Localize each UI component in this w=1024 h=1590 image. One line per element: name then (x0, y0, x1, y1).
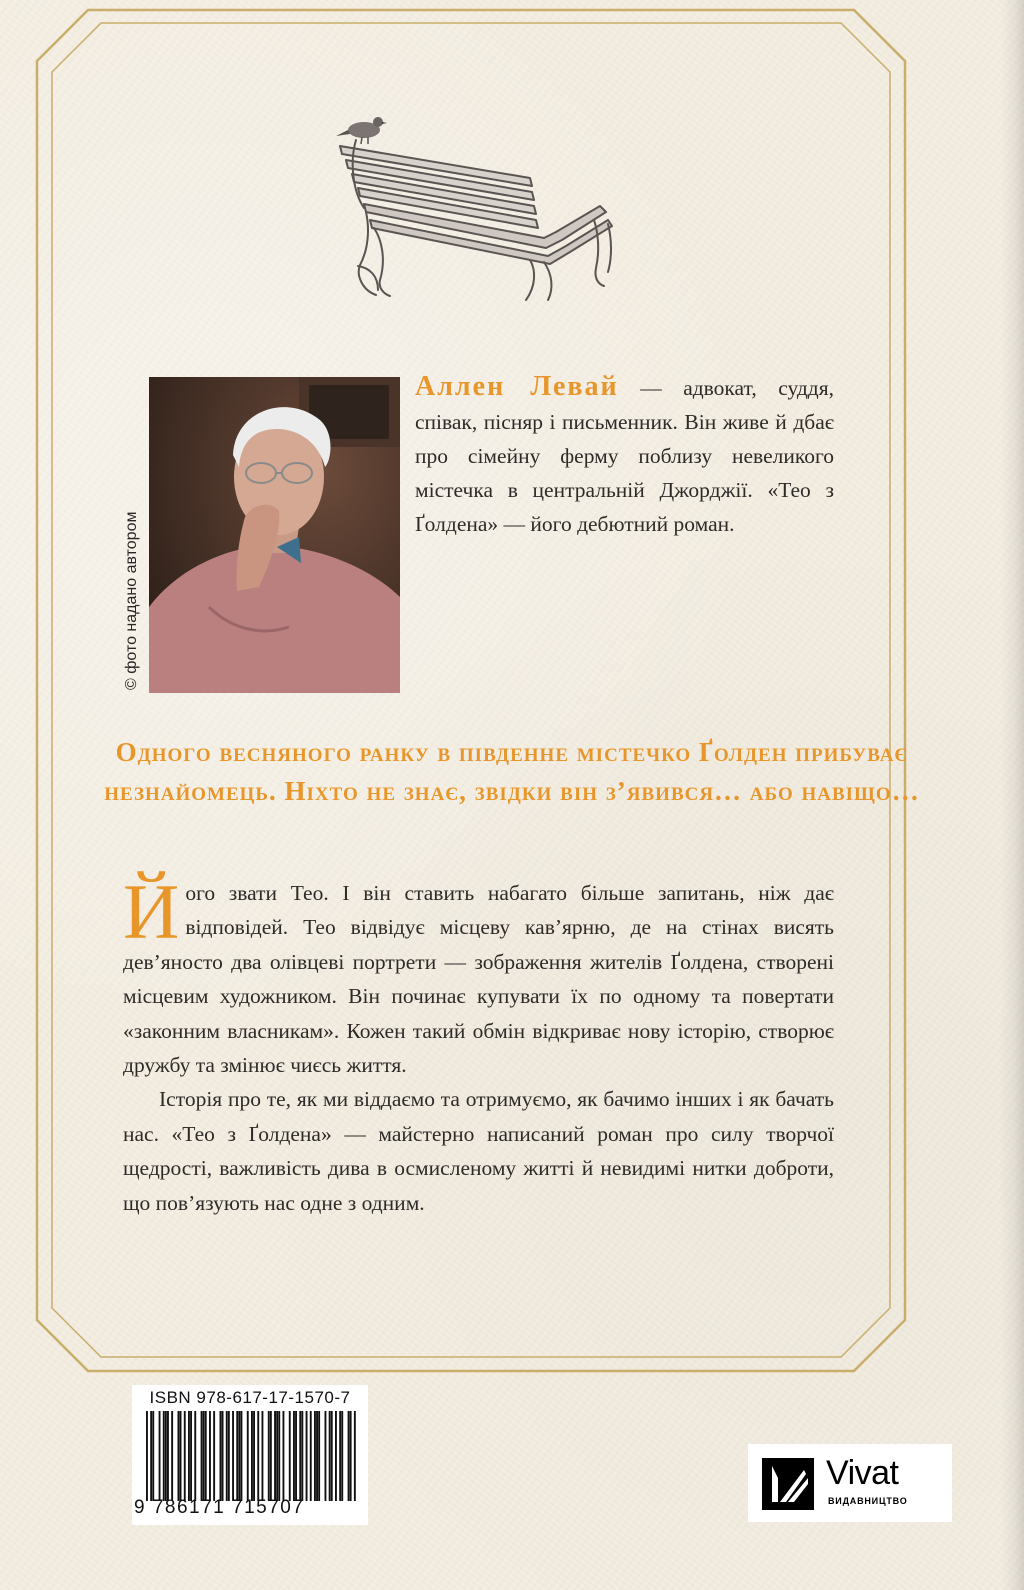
barcode-bar (350, 1411, 352, 1501)
barcode-bar (220, 1411, 222, 1501)
barcode-bar (314, 1411, 316, 1501)
paragraph-1-text: ого звати Тео. І він ставить набагато більше запитань, ніж дає відповідей. Тео відвідує місцеву кав’ярню, де на стінах висять дев’яносто два олівцеві портрети — зображення жителів Ґолдена, створені місцевим художником. Він починає купувати їх по одному та повертати «законним власникам». Кожен такий обмін відкриває нову історію, створює дружбу та змінює чиєсь життя. (123, 881, 834, 1078)
barcode-bar (205, 1411, 207, 1501)
barcode-bar (241, 1411, 243, 1501)
barcode-bar (354, 1411, 356, 1501)
barcode-bar (257, 1411, 259, 1501)
barcode-bar (171, 1411, 173, 1501)
barcode-bar (167, 1411, 169, 1501)
barcode-digits: 9 786171 715707 (134, 1497, 305, 1518)
description-paragraph-1 (123, 868, 834, 1082)
barcode-bar (283, 1411, 285, 1501)
author-bio (415, 370, 834, 541)
barcode-bar (295, 1411, 297, 1501)
drop-cap: Й (123, 868, 180, 955)
barcode-bars (146, 1411, 356, 1501)
barcode-bar (180, 1411, 182, 1501)
pigeon-icon (336, 117, 387, 144)
barcode-bar (222, 1411, 224, 1501)
barcode-bar (278, 1411, 280, 1501)
barcode-bar (251, 1411, 253, 1501)
barcode-bar (310, 1411, 312, 1501)
publisher-name: Vivat (826, 1454, 899, 1492)
barcode-bar (289, 1411, 291, 1501)
barcode-bar (226, 1411, 228, 1501)
barcode-bar (276, 1411, 278, 1501)
barcode-bar (188, 1411, 190, 1501)
author-photo (149, 377, 400, 693)
barcode-bar (325, 1411, 327, 1501)
barcode-bar (262, 1411, 264, 1501)
barcode-bar (201, 1411, 203, 1501)
tagline: Одного весняного ранку в південне містечко Ґолден прибуває незнайомець. Ніхто не знає, звідки він з’явився… або навіщо… (104, 737, 920, 806)
barcode-bar (253, 1411, 255, 1501)
barcode-bar (247, 1411, 249, 1501)
barcode-bar (299, 1411, 301, 1501)
vivat-logo-icon (762, 1458, 814, 1510)
barcode-bar (268, 1411, 270, 1501)
barcode-bar (203, 1411, 205, 1501)
barcode-bar (163, 1411, 165, 1501)
barcode-bar (348, 1411, 350, 1501)
barcode-bar (152, 1411, 154, 1501)
barcode-bar (178, 1411, 180, 1501)
photo-credit: © фото надано автором (123, 511, 140, 690)
barcode-bar (306, 1411, 308, 1501)
barcode-bar (190, 1411, 192, 1501)
barcode-bar (209, 1411, 211, 1501)
barcode-bar (238, 1411, 240, 1501)
barcode-bar (165, 1411, 167, 1501)
barcode-bar (228, 1411, 230, 1501)
bench-illustration-icon (330, 100, 620, 305)
barcode-bar (150, 1411, 152, 1501)
barcode-bar (146, 1411, 148, 1501)
barcode-bar (274, 1411, 276, 1501)
barcode-bar (213, 1411, 215, 1501)
publisher-logo (748, 1444, 952, 1522)
barcode-bar (331, 1411, 333, 1501)
barcode-bar (341, 1411, 343, 1501)
barcode (132, 1385, 368, 1525)
barcode-bar (270, 1411, 272, 1501)
barcode-bar (232, 1411, 234, 1501)
publisher-subtitle: ВИДАВНИЦТВО (828, 1496, 908, 1506)
barcode-bar (329, 1411, 331, 1501)
barcode-bar (318, 1411, 320, 1501)
barcode-bar (301, 1411, 303, 1501)
barcode-bar (293, 1411, 295, 1501)
author-name: Аллен Левай (415, 371, 619, 402)
isbn-label: ISBN 978-617-17-1570-7 (149, 1388, 351, 1407)
barcode-bar (159, 1411, 161, 1501)
barcode-bar (335, 1411, 337, 1501)
book-description (123, 868, 834, 1220)
barcode-bar (194, 1411, 196, 1501)
barcode-bar (184, 1411, 186, 1501)
description-paragraph-2: Історія про те, як ми віддаємо та отримуємо, як бачимо інших і як бачать нас. «Тео з Ґолдена» — майстерно написаний роман про силу творчої щедрості, важливість дива в осмисленому житті й невидимі нитки доброти, що пов’язують нас одне з одним. (123, 1087, 834, 1215)
author-bio-text: — адвокат, суддя, співак, пісняр і письменник. Він живе й дбає про сімейну ферму поблизу невеликого містечка в центральній Джорджії. «Тео з Ґолдена» — його дебютний роман. (415, 376, 834, 536)
barcode-bar (339, 1411, 341, 1501)
barcode-bar (316, 1411, 318, 1501)
barcode-bar (236, 1411, 238, 1501)
